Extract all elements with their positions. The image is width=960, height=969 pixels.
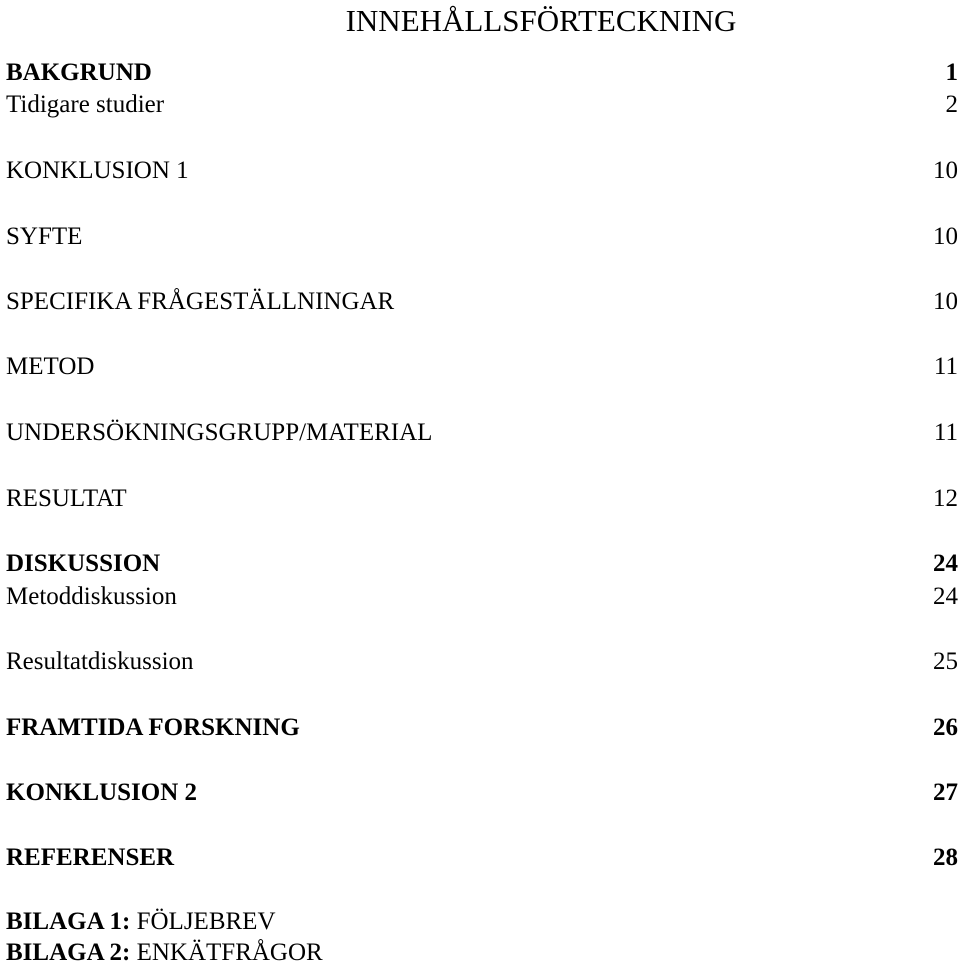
toc-entry-page: 26 — [933, 714, 958, 741]
appendix-entry-1 — [6, 907, 276, 937]
toc-entry-page: 11 — [933, 419, 958, 446]
toc-entry-label: SYFTE — [6, 223, 83, 250]
toc-entry-metod — [6, 352, 960, 382]
toc-entry-label: UNDERSÖKNINGSGRUPP/MATERIAL — [6, 419, 433, 446]
toc-entry-page: 10 — [933, 223, 958, 250]
toc-entry-metoddiskussion — [6, 582, 960, 612]
appendix-name: ENKÄTFRÅGOR — [136, 939, 323, 966]
toc-entry-page: 27 — [933, 779, 958, 806]
toc-entry-page: 12 — [933, 485, 958, 512]
toc-entry-page: 28 — [933, 844, 958, 871]
toc-entry-label: Metoddiskussion — [6, 583, 177, 610]
toc-entry-bakgrund — [6, 58, 960, 88]
toc-entry-tidigare-studier — [6, 90, 960, 120]
appendix-entry-2 — [6, 938, 323, 968]
toc-entry-label: Tidigare studier — [6, 91, 165, 118]
toc-entry-diskussion — [6, 549, 960, 579]
toc-entry-resultat — [6, 484, 960, 514]
toc-entry-page: 10 — [933, 288, 958, 315]
toc-entry-page: 24 — [933, 550, 958, 577]
toc-entry-konklusion-2 — [6, 778, 960, 808]
toc-entry-label: KONKLUSION 1 — [6, 157, 189, 184]
toc-entry-label: DISKUSSION — [6, 550, 161, 577]
toc-entry-specifika-fragestallningar — [6, 287, 960, 317]
toc-entry-page: 11 — [933, 353, 958, 380]
toc-entry-label: REFERENSER — [6, 844, 175, 871]
toc-entry-label: METOD — [6, 353, 95, 380]
toc-entry-page: 10 — [933, 157, 958, 184]
toc-entry-framtida-forskning — [6, 713, 960, 743]
toc-entry-label: Resultatdiskussion — [6, 648, 194, 675]
toc-entry-label: RESULTAT — [6, 485, 127, 512]
appendix-prefix: BILAGA 2: — [6, 939, 131, 966]
toc-entry-page: 2 — [945, 91, 958, 118]
toc-entry-page: 25 — [933, 648, 958, 675]
toc-entry-resultatdiskussion — [6, 647, 960, 677]
toc-entry-label: FRAMTIDA FORSKNING — [6, 714, 300, 741]
toc-entry-label: SPECIFIKA FRÅGESTÄLLNINGAR — [6, 288, 395, 315]
toc-entry-page: 1 — [945, 59, 958, 86]
toc-entry-page: 24 — [933, 583, 958, 610]
appendix-prefix: BILAGA 1: — [6, 908, 131, 935]
toc-entry-label: KONKLUSION 2 — [6, 779, 198, 806]
toc-entry-syfte — [6, 222, 960, 252]
appendix-name: FÖLJEBREV — [136, 908, 276, 935]
toc-entry-label: BAKGRUND — [6, 59, 152, 86]
toc-entry-undersokningsgrupp-material — [6, 418, 960, 448]
page-title: INNEHÅLLSFÖRTECKNING — [345, 3, 737, 38]
toc-entry-referenser — [6, 843, 960, 873]
toc-entry-konklusion-1 — [6, 156, 960, 186]
